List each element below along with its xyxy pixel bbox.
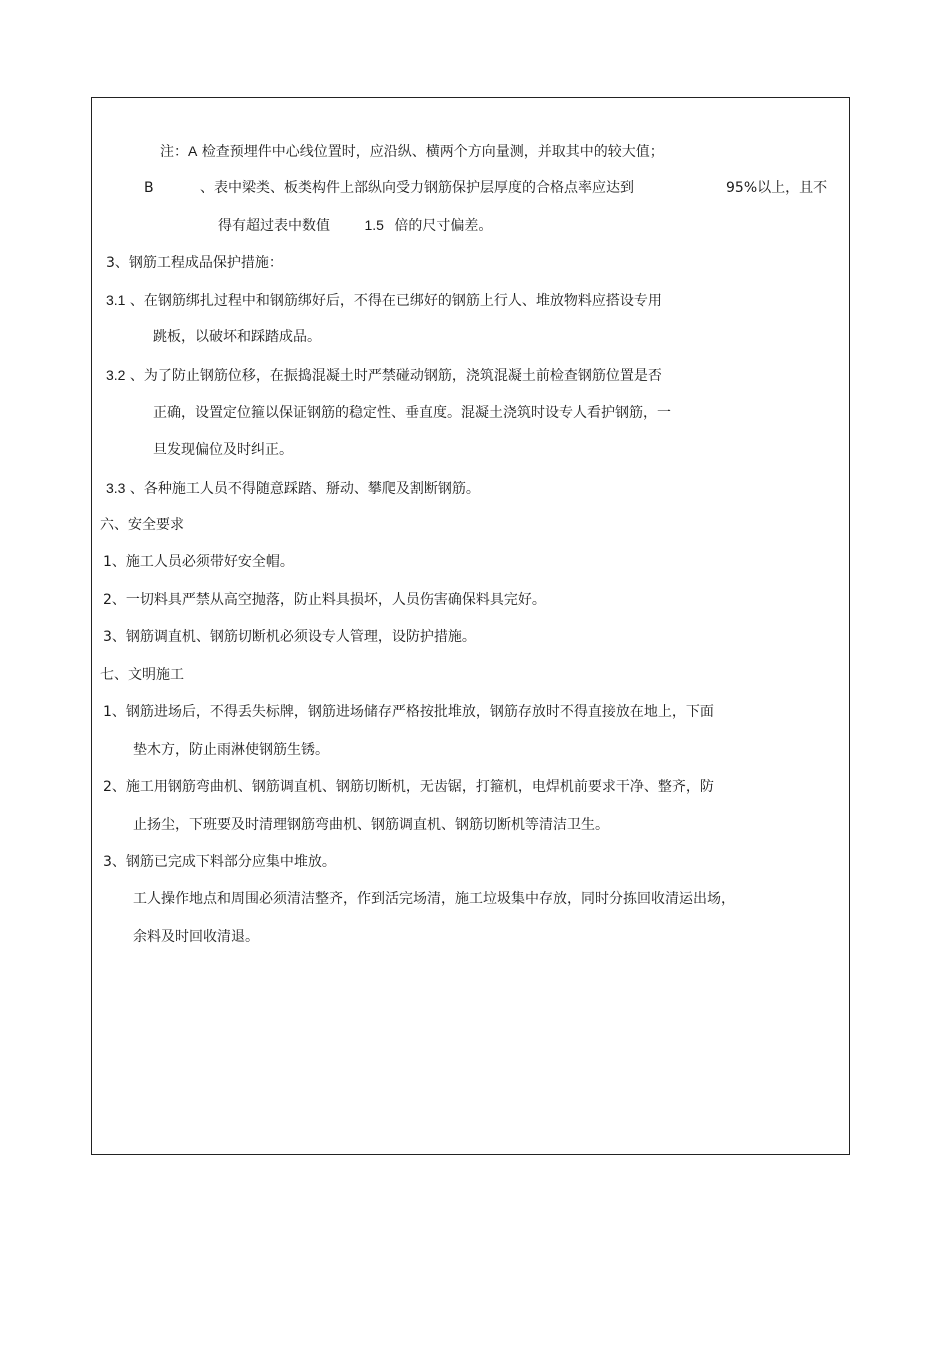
item-3-3-number: 3.3 (106, 480, 126, 496)
item-3-2-line1: 、为了防止钢筋位移，在振捣混凝土时严禁碰动钢筋，浇筑混凝土前检查钢筋位置是否 (129, 368, 662, 384)
note-a-label: A (188, 143, 198, 159)
note-b-text: 、表中梁类、板类构件上部纵向受力钢筋保护层厚度的合格点率应达到 (200, 180, 634, 196)
note-b-cont-2: 倍的尺寸偏差。 (394, 218, 493, 234)
section7-paragraph-line1: 工人操作地点和周围必须清洁整齐，作到活完场清，施工垃圾集中存放，同时分拣回收清运出场， (133, 891, 735, 907)
section7-item2-line2: 止扬尘，下班要及时清理钢筋弯曲机、钢筋调直机、钢筋切断机等清洁卫生。 (133, 817, 609, 833)
section6-item-1: 1、施工人员必须带好安全帽。 (103, 554, 294, 570)
item-3-1 (106, 291, 662, 310)
section7-item1-line1: 1、钢筋进场后，不得丢失标牌，钢筋进场储存严格按批堆放，钢筋存放时不得直接放在地上，下面 (103, 704, 714, 720)
item-3-1-number: 3.1 (106, 292, 126, 308)
item-3-2-number: 3.2 (106, 367, 126, 383)
item-3-2 (106, 366, 662, 385)
item-3-2-line3: 旦发现偏位及时纠正。 (153, 442, 293, 458)
item-3-3-line1: 、各种施工人员不得随意踩踏、掰动、攀爬及割断钢筋。 (129, 481, 480, 497)
section7-paragraph-line2: 余料及时回收清退。 (133, 929, 259, 945)
section6-heading: 六、安全要求 (100, 517, 184, 533)
item-3-2-line2: 正确，设置定位箍以保证钢筋的稳定性、垂直度。混凝土浇筑时设专人看护钢筋，一 (153, 405, 671, 421)
note-b-value: 1.5 (364, 217, 384, 233)
note-a-text: 检查预埋件中心线位置时，应沿纵、横两个方向量测，并取其中的较大值； (201, 144, 664, 160)
note-b-label: B (144, 180, 154, 196)
note-b-continuation (218, 216, 492, 235)
section7-item2-line1: 2、施工用钢筋弯曲机、钢筋调直机、钢筋切断机，无齿锯，打箍机，电焊机前要求干净、整齐，防 (103, 779, 714, 795)
note-b-percent: 95%以上，且不 (726, 180, 828, 196)
section3-heading: 3、钢筋工程成品保护措施： (106, 255, 283, 271)
item-3-3 (106, 479, 480, 498)
section6-item-3: 3、钢筋调直机、钢筋切断机必须设专人管理，设防护措施。 (103, 629, 476, 645)
section7-heading: 七、文明施工 (100, 667, 184, 683)
note-line-a (160, 142, 664, 161)
item-3-1-line2: 跳板，以破坏和踩踏成品。 (153, 329, 321, 345)
section7-item3: 3、钢筋已完成下料部分应集中堆放。 (103, 854, 336, 870)
item-3-1-line1: 、在钢筋绑扎过程中和钢筋绑好后，不得在已绑好的钢筋上行人、堆放物料应搭设专用 (129, 293, 662, 309)
note-b-cont-1: 得有超过表中数值 (218, 218, 330, 234)
note-prefix: 注： (160, 144, 188, 160)
section6-item-2: 2、一切料具严禁从高空抛落，防止料具损坏，人员伤害确保料具完好。 (103, 592, 546, 608)
section7-item1-line2: 垫木方，防止雨淋使钢筋生锈。 (133, 742, 329, 758)
